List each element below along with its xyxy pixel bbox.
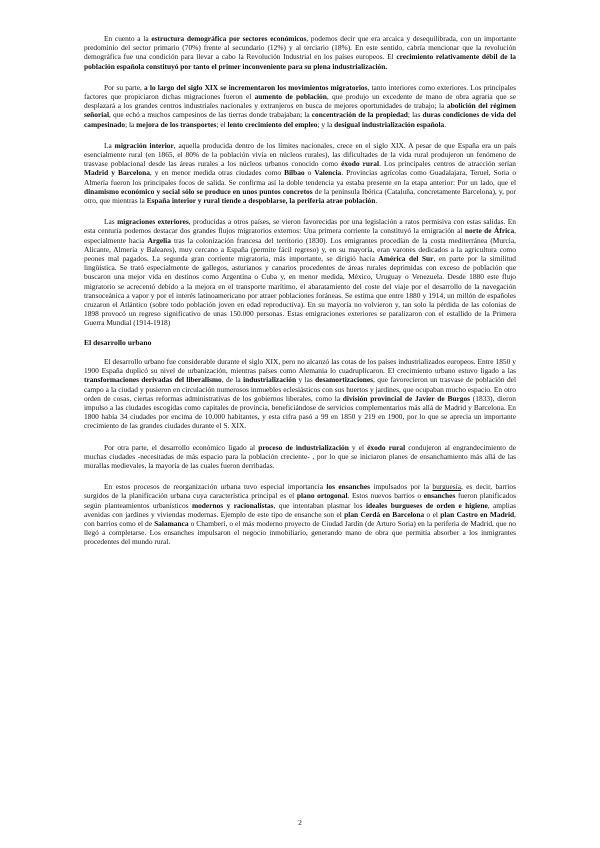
bold-term: ensanches: [423, 491, 456, 501]
text-run: , amplias avenidas con jardines y viviendas modernas. Ejemplo de este tipo de ensanche son el: [84, 500, 516, 519]
text-run: condujeron al engrandecimiento de muchas ciudades -necesitadas de más espacio para la población creciente- , por lo que se iniciaron planes de ensanchamiento más allá de las murallas medievales, la mayoría de las cuales fueron derribadas.: [84, 442, 516, 470]
bold-term: división provincial de Javier de Burgos: [342, 393, 471, 403]
text-run: , es decir, barrios surgidos de la planificación urbana cuya característica principal es el: [84, 482, 517, 501]
text-run: , que intentaban plasmar los: [273, 500, 366, 510]
text-run: ; la: [125, 119, 137, 129]
bold-term: Valencia: [314, 168, 342, 178]
bold-term: duras condiciones de vida del campesinado: [84, 110, 516, 129]
paragraph-urban-development: [84, 357, 516, 431]
bold-term: ideales burgueses de orden e higiene: [365, 500, 488, 510]
bold-term: crecimiento relativamente débil de la población española constituyó por tanto el primer inconveniente para su plena industrialización.: [84, 52, 516, 71]
text-run: . Los principales centros de atracción serían: [379, 159, 516, 169]
text-run: , que produjo un excedente de mano de obra agraria que se desplazará a los grandes centros industriales nacionales y extranjeros en busca de mejores oportunidades de trabajo; la: [84, 92, 516, 111]
bold-term: desigual industrialización española: [334, 119, 445, 129]
text-run: de la península Ibérica (Cataluña, concretamente Barcelona), y, por otro, que mientras la: [84, 186, 516, 206]
text-run: , en parte por la similitud lingüística. Se trató especialmente de gallegos, asturianos y canarios procedentes de áreas rurales deprimidas con exceso de población que buscaron una mejor vida en destinos como Argentina o Cuba y, en menor medida, México, Uruguay o Venezuela. Desde 1880 este flujo migratorio se acrecentó debido a la mejora en el transporte marítimo, el abaratamiento del coste del viaje por el desarrollo de la navegación transoceánica a vapor y por el interés latinoamericano por atraer poblaciones foráneas. Se estima que entre 1880 y 1914, un millón de españoles cruzaron el Atlántico (sobre todo población joven en edad reproductiva). En su mayoría no volvieron y, tan solo la pérdida de las colonias de 1898 provocó un regreso significativo de unas 150.000 personas. Estas emigraciones exteriores se paralizaron con el estallido de la Primera Guerra Mundial (1914-1918): [84, 254, 516, 328]
text-run: . Provincias agrícolas como Guadalajara, Teruel, Soria o Almería fueron los principales focos de salida. Se confirma así la doble tendencia ya estaba presente en la etapa anterior: Por un lado, que el: [84, 168, 517, 187]
paragraph-migratory-movements: [84, 83, 516, 129]
text-run: , que favorecieron un trasvase de población del campo a la ciudad y pusieron en circulación numerosos inmuebles eclesiásticos con sus huertos y jardines, que ocupaban mucho espacio. En otro orden de cosas, ciertas reformas administrativas de los gobiernos liberales, como la: [84, 375, 516, 403]
text-run: o Chamberí, o el más moderno proyecto de Ciudad Jardín (de Arturo Soria) en la periferia de Madrid, que no llegó a completarse. Los ensanches impulsaron el negocio inmobiliario, generando mano de obra que permitía absorber a los inmigrantes procedentes del mundo rural.: [84, 518, 516, 547]
text-run: , producidas a otros países, se vieron favorecidas por una legislación a ratos permisiva con estas salidas. En esta centuria podemos destacar dos grandes flujos migratorios externos: Una primera corriente la constituyó la emigración al: [84, 217, 516, 236]
text-run: Por su parte,: [104, 82, 144, 92]
paragraph-city-expansion: [84, 443, 516, 471]
paragraph-external-migration: [84, 217, 516, 327]
text-run: fueron planificados según planteamientos urbanísticos: [84, 491, 516, 510]
paragraph-ensanches: [84, 482, 516, 546]
page-number: 2: [298, 818, 302, 827]
bold-term: Madrid y Barcelona: [84, 168, 150, 178]
text-run: o: [304, 168, 315, 178]
section-heading: El desarrollo urbano: [84, 337, 152, 347]
bold-term: América del Sur: [378, 254, 434, 264]
bold-term: modernos y racionalistas: [191, 500, 274, 510]
text-run: , con barrios como el de: [84, 509, 516, 528]
text-run: , que echó a muchos campesinos de las tierras donde trabajaban; la: [109, 110, 312, 120]
bold-term: plano ortogonal: [296, 491, 348, 501]
text-run: , y en menor medida otras ciudades como: [149, 168, 285, 178]
text-run: ; y la: [317, 119, 335, 129]
text-run: ; el: [216, 119, 228, 129]
text-run: En cuento a la: [104, 34, 152, 43]
text-run: , tanto interiores como exteriores. Los principales factores que propiciaron dichas migraciones fueron el: [84, 82, 516, 102]
bold-term: éxodo rural: [341, 159, 380, 169]
bold-term: estructura demográfica por sectores económicos: [151, 34, 307, 43]
bold-term: a lo largo del siglo XIX se incrementaron los movimientos migratorios: [144, 82, 368, 92]
text-run: o el: [424, 509, 441, 519]
text-run: , podemos decir que era arcaica y desequilibrada, con un importante predominio del sector primario (70%) frente al secundario (12%) y al terciario (18%). En este sentido, cabría mencionar que la revolución demográfica fue una condición para llevar a cabo la Revolución Industrial en los países europeos. El: [84, 34, 516, 62]
text-run: .: [444, 119, 447, 129]
text-run: y el: [348, 442, 368, 452]
text-run: . Estos nuevos barrios o: [347, 491, 424, 501]
bold-term: abolición del régimen señorial: [84, 101, 517, 120]
bold-term: lento crecimiento del empleo: [227, 119, 318, 129]
bold-term: migración interior: [114, 140, 174, 150]
bold-term: Argelia: [147, 235, 171, 245]
page-content: [84, 34, 516, 547]
bold-term: Bilbao: [284, 168, 305, 178]
text-run: , especialmente hacia: [84, 226, 516, 245]
text-run: Por otra parte, el desarrollo económico ligado al: [104, 442, 259, 452]
bold-term: plan Castro en Madrid: [440, 509, 515, 519]
bold-term: aumento de población: [254, 92, 327, 102]
bold-term: mejora de los transportes: [136, 119, 217, 129]
text-run: tras la colonización francesa del territorio (1830). Los emigrantes procedían de la costa mediterránea (Murcia, Alicante, Almería y Baleares), muy cercano a España (permite fácil regreso) y, en su mayoría, eran varones dedicados a la agricultura como peones mal pagados. La segunda gran corriente migratoria, más importante, se dirigió hacia: [84, 235, 516, 264]
bold-term: concentración de la propiedad: [311, 110, 408, 120]
bold-term: transformaciones derivadas del liberalismo: [84, 375, 222, 385]
text-run: y las: [296, 375, 316, 385]
text-run: , aquella producida dentro de los límites nacionales, crece en el siglo XIX. A pesar de que España era un país esencialmente rural (en 1865, el 80% de la población vivía en núcleos rurales), las dificultades de la vida rural produjeron un fenómeno de trasvase poblacional desde las áreas rurales a los núcleos urbanos conocido como: [84, 140, 516, 169]
paragraph-demographic-structure: [84, 34, 516, 71]
text-run: Las: [104, 217, 118, 227]
text-run: La: [104, 140, 115, 150]
text-run: .: [375, 196, 378, 206]
bold-term: migraciones exteriores: [117, 217, 189, 227]
text-run: (1833), dieron impulso a las ciudades escogidas como capitales de provincia, beneficiándose de servicios complementarios más allá de Madrid y Barcelona. En 1800 había 34 ciudades por encima de 10.000 habitantes, y esta cifra pasó a 99 en 1850 y 219 en 1900, por lo que se aprecia un importante crecimiento de las grandes ciudades durante el S. XIX.: [84, 393, 516, 431]
text-run: En estos procesos de reorganización urbana tuvo especial importancia: [104, 482, 327, 492]
bold-term: dinamismo económico y social sólo se produce en unos puntos concretos: [84, 186, 313, 196]
bold-term: desamortizaciones: [315, 375, 374, 385]
text-run: ; las: [407, 110, 423, 120]
bold-term: proceso de industrialización: [258, 442, 349, 452]
bold-term: los ensanches: [326, 482, 371, 492]
underlined-term: burguesía: [432, 482, 462, 492]
bold-term: España interior y rural tiende a despoblarse, la periferia atrae población: [146, 196, 376, 206]
bold-term: éxodo rural: [367, 442, 406, 452]
bold-term: industrialización: [243, 375, 297, 385]
text-run: impulsados por la: [370, 482, 433, 492]
text-run: El desarrollo urbano fue considerable durante el siglo XIX, pero no alcanzó las cotas de los países industrializados europeos. Entre 1850 y 1900 España duplicó su nivel de urbanización, mientras países como Alemania lo cuadruplicaron. El crecimiento urbano estuvo ligado a las: [84, 356, 516, 376]
text-run: , de la: [221, 375, 244, 385]
bold-term: Salamanca: [154, 518, 189, 528]
bold-term: plan Cerdà en Barcelona: [344, 509, 425, 519]
bold-term: norte de África: [464, 226, 515, 236]
paragraph-internal-migration: [84, 141, 516, 205]
